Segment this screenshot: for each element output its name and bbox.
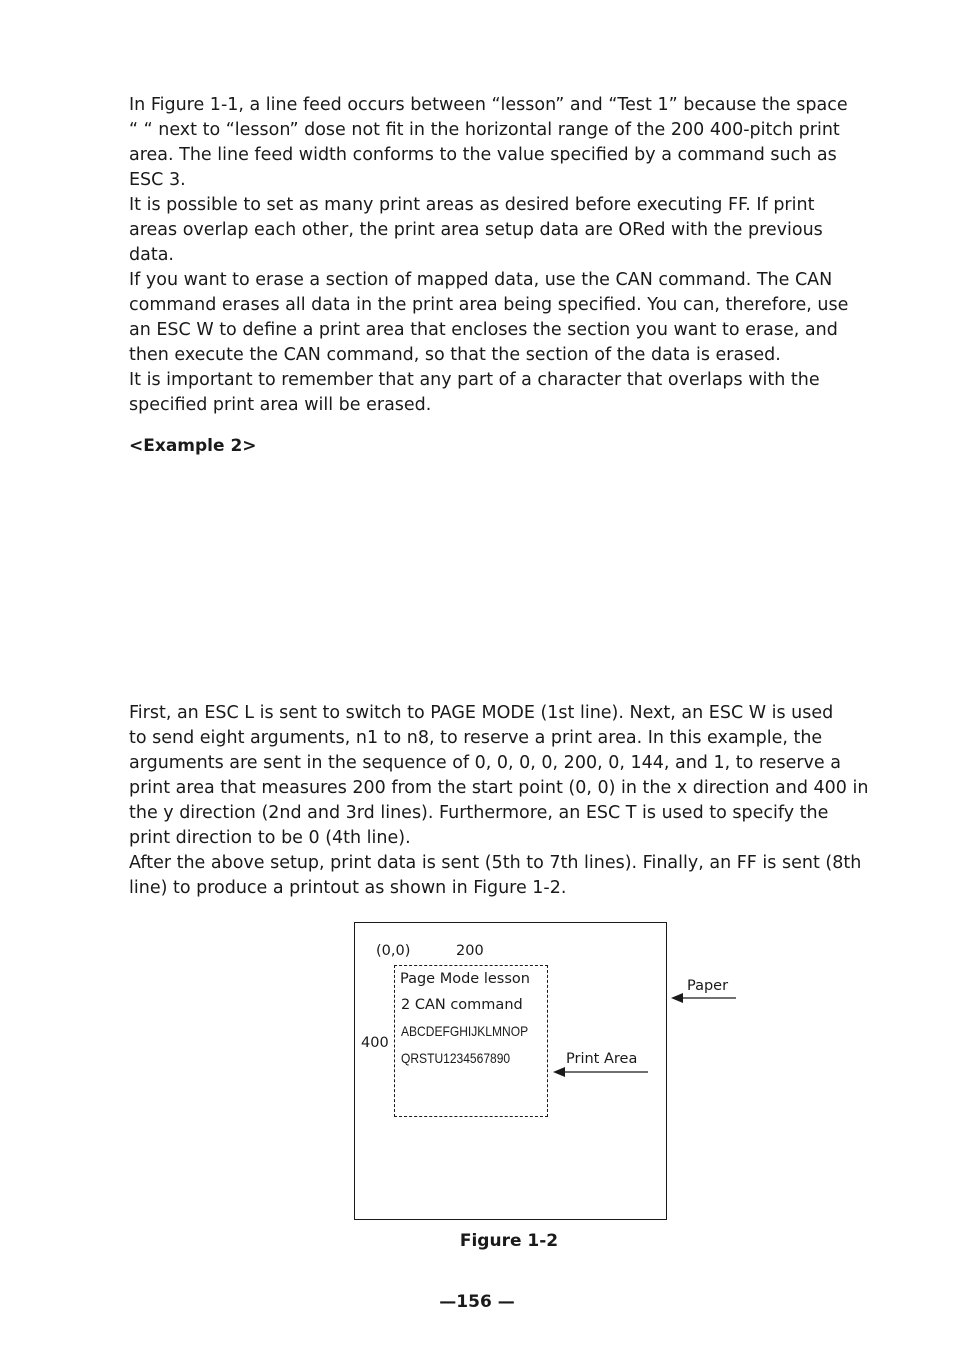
example-heading: <Example 2>: [129, 436, 257, 456]
page-number: —156 —: [439, 1292, 515, 1312]
figure-caption: Figure 1-2: [459, 1231, 559, 1251]
paper-label: Paper: [687, 978, 729, 994]
width-label: 200: [456, 943, 484, 959]
origin-label: (0,0): [376, 943, 411, 959]
print-line-4: QRSTU1234567890: [401, 1050, 511, 1066]
height-label: 400: [361, 1035, 389, 1051]
body-paragraph-1: In Figure 1-1, a line feed occurs between “lesson” and “Test 1” because the space “ “ next to “lesson” dose not fit in the horizontal range of the 200 400-pitch print area. The line feed width conforms to the value specified by a command such as ESC 3. It is possible to set as many print areas as desired before executing FF. If print areas overlap each other, the print area setup data are ORed with the previous data. If you want to erase a section of mapped data, use the CAN command. The CAN command erases all data in the print area being specified. You can, therefore, use an ESC W to define a print area that encloses the section you want to erase, and then execute the CAN command, so that the section of the data is erased. It is important to remember that any part of a character that overlaps with the specified print area will be erased.: [129, 95, 849, 415]
print-line-3: ABCDEFGHIJKLMNOP: [401, 1023, 529, 1039]
print-line-1: Page Mode lesson: [400, 971, 530, 987]
print-area-label: Print Area: [566, 1051, 638, 1067]
body-paragraph-2: First, an ESC L is sent to switch to PAGE MODE (1st line). Next, an ESC W is used to send eight arguments, n1 to n8, to reserve a print area. In this example, the arguments are sent in the sequence of 0, 0, 0, 0, 200, 0, 144, and 1, to reserve a print area that measures 200 from the start point (0, 0) in the x direction and 400 in the y direction (2nd and 3rd lines). Furthermore, an ESC T is used to specify the print direction to be 0 (4th line). After the above setup, print data is sent (5th to 7th lines). Finally, an FF is sent (8th line) to produce a printout as shown in Figure 1-2.: [129, 703, 869, 898]
print-line-2: 2 CAN command: [401, 997, 523, 1013]
